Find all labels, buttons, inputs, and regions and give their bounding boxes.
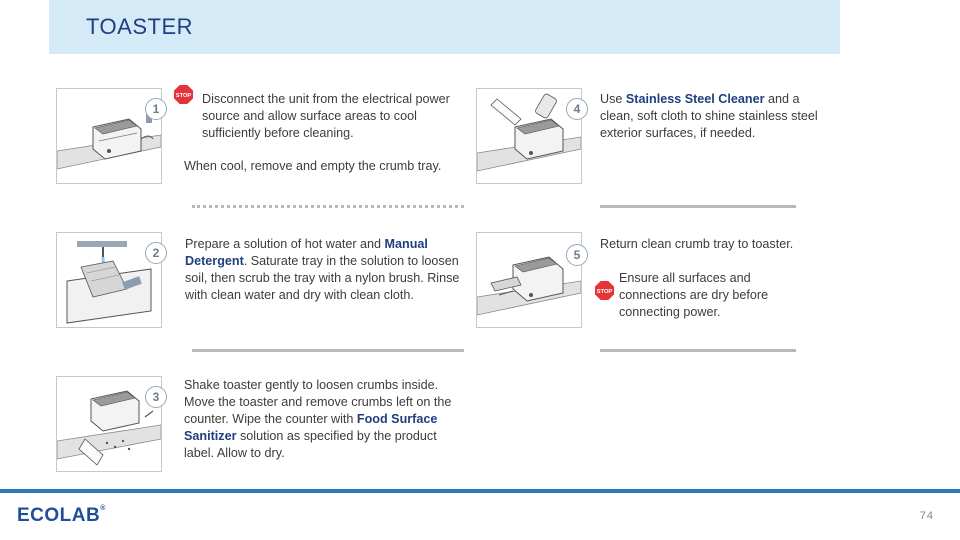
footer-bar — [0, 489, 960, 493]
stop-icon-label: STOP — [175, 92, 192, 99]
product-stainless-steel-cleaner: Stainless Steel Cleaner — [625, 92, 765, 106]
divider — [600, 349, 796, 352]
step-1-extra-text: When cool, remove and empty the crumb tray. — [184, 159, 442, 173]
step-2-number: 2 — [145, 242, 167, 264]
divider — [192, 349, 464, 352]
step-3-text: Shake toaster gently to loosen crumbs inside. Move the toaster and remove crumbs left on the counter. Wipe the counter with Food Surface Sanitizer solution as specified by the product label. Allow to dry. — [184, 378, 452, 460]
divider — [600, 205, 796, 208]
step-5-text: Return clean crumb tray to toaster. — [600, 237, 794, 251]
ecolab-logo: ECOLAB® — [17, 505, 106, 526]
step-5-extra-text: Ensure all surfaces and connections are dry before connecting power. — [619, 271, 769, 319]
stop-icon — [173, 84, 194, 105]
divider — [192, 205, 464, 208]
stop-icon-label: STOP — [596, 288, 613, 295]
step-4-number: 4 — [566, 98, 588, 120]
page-number: 74 — [919, 510, 934, 522]
step-2-text: Prepare a solution of hot water and Manual Detergent. Saturate tray in the solution to loosen soil, then scrub the tray with a nylon brush. Rinse with clean water and dry with clean cloth. — [185, 237, 460, 302]
step-1-text: Disconnect the unit from the electrical power source and allow surface areas to cool sufficiently before cleaning. — [202, 92, 450, 140]
page-title: TOASTER — [86, 14, 194, 39]
step-5-illustration — [476, 232, 582, 328]
product-food-surface-sanitizer: Food Surface Sanitizer — [184, 412, 438, 443]
step-4-illustration — [476, 88, 582, 184]
product-manual-detergent: Manual Detergent — [185, 237, 428, 268]
stop-icon — [594, 280, 615, 301]
title-banner — [49, 0, 840, 54]
step-5-number: 5 — [566, 244, 588, 266]
step-1-number: 1 — [145, 98, 167, 120]
step-4-text: Use Stainless Steel Cleaner and a clean, soft cloth to shine stainless steel exterior surfaces, if needed. — [600, 92, 818, 140]
step-3-number: 3 — [145, 386, 167, 408]
